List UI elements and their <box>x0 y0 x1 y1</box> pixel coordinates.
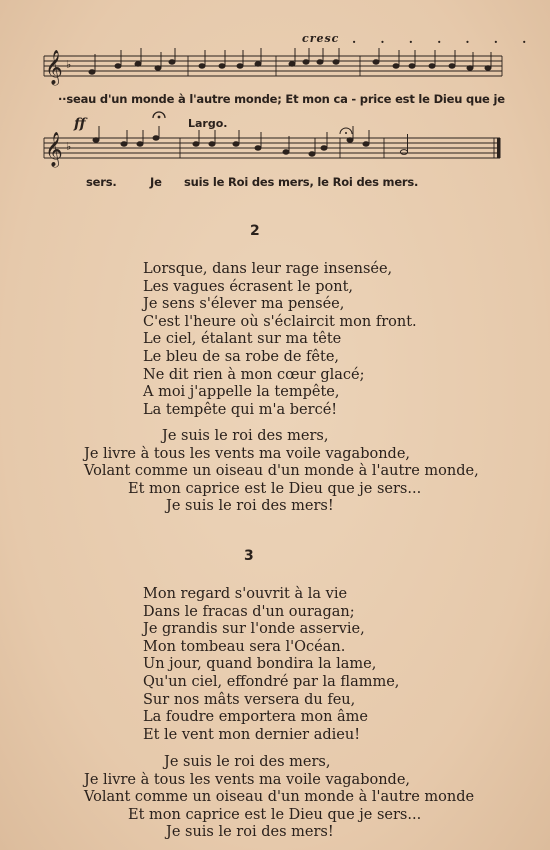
verse-line: La tempête qui m'a bercé! <box>143 401 338 418</box>
verse-line: Je sens s'élever ma pensée, <box>143 296 345 313</box>
verse-line: Et le vent mon dernier adieu! <box>143 726 361 743</box>
stanza-3-verse <box>143 586 399 744</box>
verse-line: Lorsque, dans leur rage insensée, <box>143 261 393 277</box>
svg-text:𝄞: 𝄞 <box>45 50 63 85</box>
refrain-line: Je suis le roi des mers! <box>166 498 334 515</box>
verse-line: Le ciel, étalant sur ma tête <box>143 331 342 348</box>
verse-line: C'est l'heure où s'éclaircit mon front. <box>143 313 417 330</box>
cresc-dots: . . . . . . . <box>352 32 537 46</box>
verse-line: Je grandis sur l'onde asservie, <box>143 621 365 638</box>
music-lyric-line-2b: Je <box>150 175 162 189</box>
refrain-line: Volant comme un oiseau d'un monde à l'autre monde, <box>84 463 479 480</box>
verse-line: Dans le fracas d'un ouragan; <box>143 603 355 620</box>
stanza-2-refrain <box>0 428 550 516</box>
verse-line: Ne dit rien à mon cœur glacé; <box>143 366 365 383</box>
verse-line: Mon tombeau sera l'Océan. <box>143 638 346 655</box>
refrain-line: Volant comme un oiseau d'un monde à l'autre monde <box>84 789 475 806</box>
music-lyric-line-1: ··seau d'un monde à l'autre monde; Et mon ca - price est le Dieu que je <box>58 92 505 106</box>
music-lyric-line-2c: suis le Roi des mers, le Roi des mers. <box>184 175 419 189</box>
refrain-line: Je suis le roi des mers, <box>162 428 329 444</box>
tempo-marking: Largo. <box>188 117 228 130</box>
music-staff-2 <box>40 126 505 170</box>
stanza-number-3: 3 <box>244 548 254 564</box>
svg-text:♭: ♭ <box>66 58 72 71</box>
fortissimo-marking: ff <box>74 116 86 132</box>
stanza-2-verse <box>143 261 417 419</box>
verse-line: Le bleu de sa robe de fête, <box>143 348 340 365</box>
music-staff-1 <box>40 44 505 88</box>
refrain-line: Et mon caprice est le Dieu que je sers... <box>128 480 422 497</box>
refrain-line: Et mon caprice est le Dieu que je sers... <box>128 806 422 823</box>
verse-line: La foudre emportera mon âme <box>143 709 368 726</box>
refrain-line: Je suis le roi des mers! <box>166 824 334 841</box>
music-lyric-line-2a: sers. <box>86 175 117 189</box>
refrain-line: Je livre à tous les vents ma voile vagabonde, <box>84 771 411 788</box>
fermata-icon <box>152 108 166 122</box>
verse-line: Sur nos mâts versera du feu, <box>143 691 356 708</box>
stanza-number-2: 2 <box>250 223 260 239</box>
svg-text:♭: ♭ <box>66 140 72 153</box>
verse-line: Mon regard s'ouvrit à la vie <box>143 586 348 602</box>
stanza-3-refrain <box>0 754 550 842</box>
staff-notation-2 <box>40 126 505 170</box>
refrain-line: Je suis le roi des mers, <box>164 754 331 770</box>
refrain-line: Je livre à tous les vents ma voile vagabonde, <box>84 445 411 462</box>
verse-line: Les vagues écrasent le pont, <box>143 278 354 295</box>
verse-line: A moi j'appelle la tempête, <box>143 384 340 401</box>
verse-line: Qu'un ciel, effondré par la flamme, <box>143 673 400 690</box>
cresc-marking: cresc <box>302 32 340 45</box>
svg-text:𝄞: 𝄞 <box>45 132 63 167</box>
verse-line: Un jour, quand bondira la lame, <box>143 656 377 673</box>
staff-notation-1 <box>40 44 505 88</box>
